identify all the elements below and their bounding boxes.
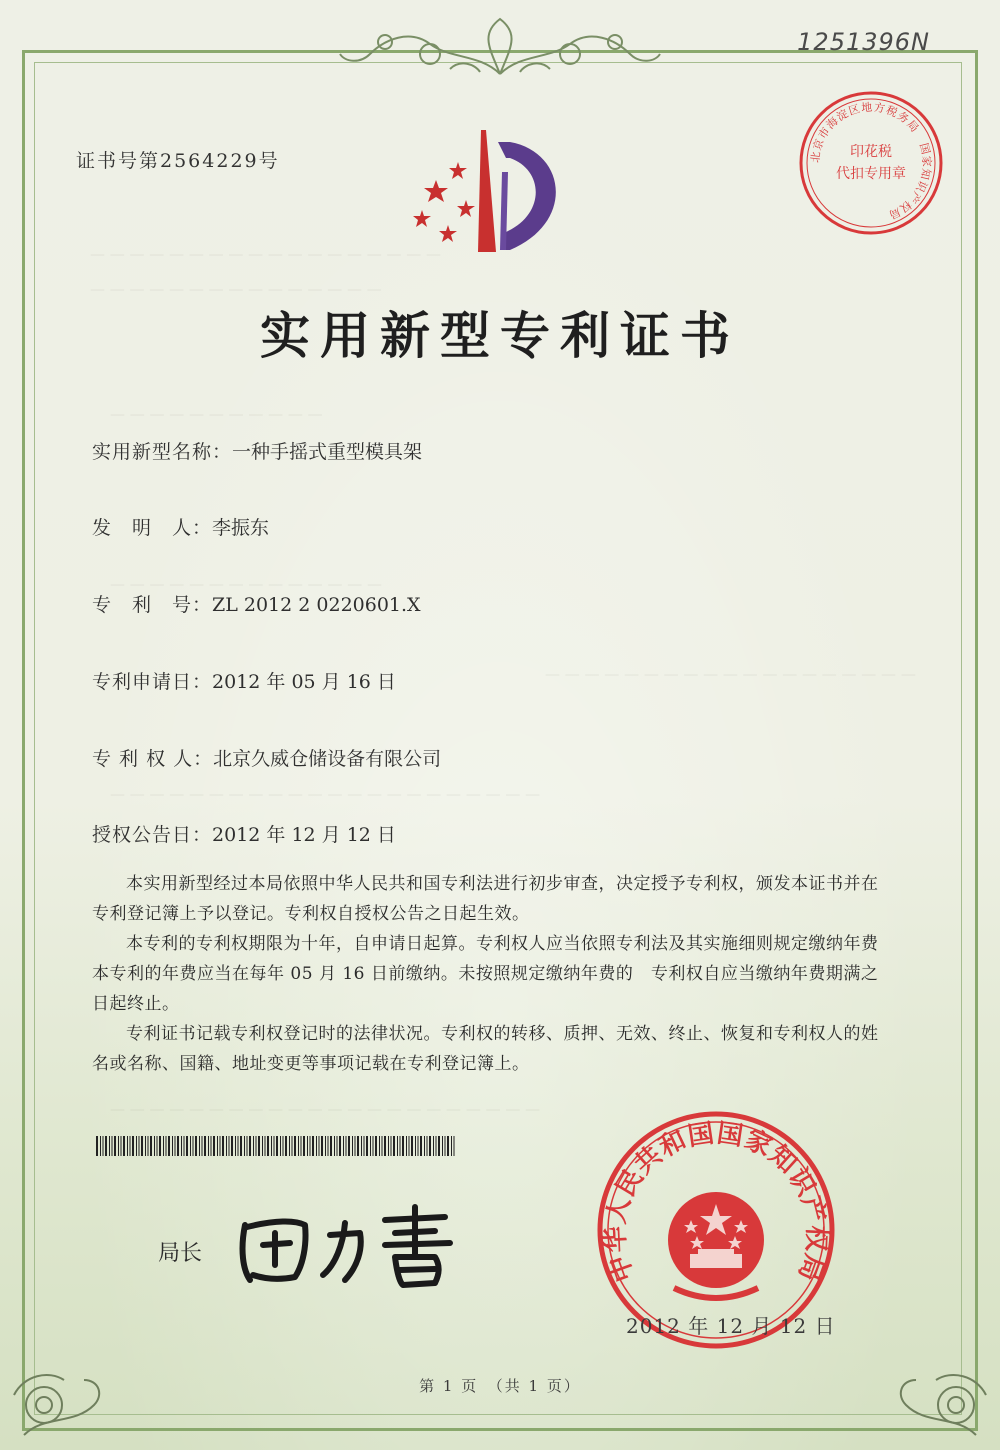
barcode-bar <box>316 1136 317 1156</box>
barcode-bar <box>339 1136 341 1156</box>
barcode-bar <box>127 1136 128 1156</box>
barcode-bar <box>130 1136 131 1156</box>
certificate-body <box>92 869 896 1079</box>
barcode-bar <box>445 1136 446 1156</box>
barcode-bar <box>442 1136 443 1156</box>
barcode-bar <box>253 1136 254 1156</box>
barcode-bar <box>364 1136 365 1156</box>
barcode-bar <box>274 1136 275 1156</box>
field-label: 授权公告日： <box>92 824 213 846</box>
barcode-bar <box>280 1136 281 1156</box>
barcode-bar <box>312 1136 314 1156</box>
body-paragraph-2: 本专利的专利权期限为十年，自申请日起算。专利权人应当依照专利法及其实施细则规定缴纳年费 本专利的年费应当在每年 05 月 16 日前缴纳。未按照规定缴纳年费的 专利权自应当缴纳年费期满之日起终止。 <box>92 934 896 1014</box>
barcode-bar <box>220 1136 221 1156</box>
field-label: 发 明 人： <box>92 517 213 539</box>
barcode-bar <box>213 1136 215 1156</box>
barcode-bar <box>211 1136 212 1156</box>
barcode-bar <box>186 1136 188 1156</box>
barcode-bar <box>334 1136 335 1156</box>
field-label: 专利申请日： <box>92 671 213 693</box>
barcode-bar <box>429 1136 431 1156</box>
field-label: 专 利 号： <box>92 594 213 616</box>
barcode-bar <box>240 1136 242 1156</box>
stamp-duty-seal-ring-text: 北京市海淀区地方税务局 国家知识产权局 <box>808 100 934 222</box>
handwritten-note: 1251396N <box>797 28 930 56</box>
barcode-bar <box>190 1136 191 1156</box>
barcode-bar <box>352 1136 353 1156</box>
watermark-line: — — — — — — — — — — — — — — — — — — <box>90 245 442 263</box>
sipo-logo <box>406 122 586 262</box>
barcode-bar <box>438 1136 440 1156</box>
barcode-bar <box>202 1136 203 1156</box>
barcode-bar <box>96 1136 98 1156</box>
barcode-bar <box>420 1136 422 1156</box>
barcode-bar <box>357 1136 359 1156</box>
barcode-bar <box>382 1136 383 1156</box>
barcode-bar <box>451 1136 452 1156</box>
barcode-bar <box>285 1136 287 1156</box>
barcode-bar <box>258 1136 260 1156</box>
barcode-bar <box>181 1136 182 1156</box>
barcode-bar <box>132 1136 134 1156</box>
barcode-bar <box>289 1136 290 1156</box>
barcode-bar <box>427 1136 428 1156</box>
barcode-bar <box>157 1136 158 1156</box>
barcode-bar <box>177 1136 179 1156</box>
barcode-bar <box>447 1136 449 1156</box>
barcode-bar <box>121 1136 122 1156</box>
barcode-bar <box>136 1136 137 1156</box>
field-inventor <box>92 513 269 540</box>
barcode-bar <box>343 1136 344 1156</box>
barcode-bar <box>175 1136 176 1156</box>
director-signature <box>235 1195 465 1290</box>
barcode-bar <box>226 1136 227 1156</box>
seal-date: 2012 年 12 月 12 日 <box>626 1314 836 1338</box>
watermark-line: — — — — — — — — — — — — — — — — — — — — — — <box>110 1100 541 1118</box>
field-grant-date <box>92 820 396 847</box>
barcode-bar <box>391 1136 392 1156</box>
barcode-bar <box>415 1136 416 1156</box>
barcode-bar <box>199 1136 200 1156</box>
barcode-bar <box>159 1136 161 1156</box>
barcode <box>96 1136 458 1156</box>
barcode-bar <box>267 1136 269 1156</box>
field-utility-model-name <box>92 437 422 464</box>
barcode-bar <box>433 1136 434 1156</box>
barcode-bar <box>168 1136 170 1156</box>
svg-text:北京市海淀区地方税务局 国家知识产权局 <box>809 100 934 222</box>
barcode-bar <box>256 1136 257 1156</box>
barcode-bar <box>105 1136 107 1156</box>
barcode-bar <box>141 1136 143 1156</box>
watermark-line: — — — — — — — — — — — — — — <box>110 575 382 593</box>
barcode-bar <box>393 1136 395 1156</box>
barcode-bar <box>330 1136 332 1156</box>
seal-ring-text: 中华人民共和国国家知识产权局 <box>600 1118 832 1286</box>
barcode-bar <box>283 1136 284 1156</box>
barcode-bar <box>109 1136 110 1156</box>
barcode-bar <box>328 1136 329 1156</box>
barcode-bar <box>325 1136 326 1156</box>
barcode-bar <box>193 1136 194 1156</box>
barcode-bar <box>454 1136 455 1156</box>
barcode-bar <box>145 1136 146 1156</box>
body-paragraph-3: 专利证书记载专利权登记时的法律状况。专利权的转移、质押、无效、终止、恢复和专利权人的姓名或名称、国籍、地址变更等事项记载在专利登记簿上。 <box>92 1024 879 1074</box>
barcode-bar <box>337 1136 338 1156</box>
field-label: 专 利 权 人： <box>92 748 214 770</box>
barcode-bar <box>204 1136 206 1156</box>
barcode-bar <box>436 1136 437 1156</box>
national-emblem <box>668 1192 764 1298</box>
barcode-bar <box>319 1136 320 1156</box>
barcode-bar <box>231 1136 233 1156</box>
barcode-bar <box>292 1136 293 1156</box>
barcode-bar <box>103 1136 104 1156</box>
barcode-bar <box>384 1136 386 1156</box>
field-value: 李振东 <box>212 517 270 539</box>
barcode-bar <box>148 1136 149 1156</box>
barcode-bar <box>244 1136 245 1156</box>
barcode-bar <box>400 1136 401 1156</box>
watermark-line: — — — — — — — — — — — <box>110 405 323 423</box>
barcode-bar <box>139 1136 140 1156</box>
director-label: 局长 <box>158 1241 203 1266</box>
barcode-bar <box>262 1136 263 1156</box>
barcode-bar <box>195 1136 197 1156</box>
barcode-bar <box>301 1136 302 1156</box>
stamp-duty-seal-center-line1: 印花税 <box>850 144 892 160</box>
barcode-bar <box>388 1136 389 1156</box>
certificate-title: 实用新型专利证书 <box>260 306 740 365</box>
barcode-bar <box>370 1136 371 1156</box>
barcode-bar <box>208 1136 209 1156</box>
barcode-bar <box>271 1136 272 1156</box>
barcode-bar <box>294 1136 296 1156</box>
barcode-bar <box>409 1136 410 1156</box>
barcode-bar <box>163 1136 164 1156</box>
barcode-bar <box>276 1136 278 1156</box>
barcode-bar <box>123 1136 125 1156</box>
barcode-bar <box>249 1136 251 1156</box>
barcode-bar <box>348 1136 350 1156</box>
barcode-bar <box>172 1136 173 1156</box>
watermark-line: — — — — — — — — — — — — — — — — — — — — — — <box>110 785 541 803</box>
barcode-bar <box>150 1136 152 1156</box>
barcode-bar <box>166 1136 167 1156</box>
barcode-bar <box>373 1136 374 1156</box>
barcode-bar <box>118 1136 119 1156</box>
field-value: ZL 2012 2 0220601.X <box>212 594 421 616</box>
stamp-duty-seal-center-line2: 代扣专用章 <box>836 166 906 182</box>
barcode-bar <box>112 1136 113 1156</box>
barcode-bar <box>222 1136 224 1156</box>
barcode-bar <box>402 1136 404 1156</box>
barcode-bar <box>238 1136 239 1156</box>
barcode-bar <box>418 1136 419 1156</box>
watermark-line: — — — — — — — — — — — — — — — <box>90 280 382 298</box>
barcode-bar <box>411 1136 413 1156</box>
barcode-bar <box>247 1136 248 1156</box>
barcode-bar <box>310 1136 311 1156</box>
barcode-bar <box>379 1136 380 1156</box>
barcode-bar <box>361 1136 362 1156</box>
barcode-bar <box>321 1136 323 1156</box>
top-ornament <box>330 14 670 84</box>
stamp-duty-seal <box>796 88 946 238</box>
barcode-bar <box>154 1136 155 1156</box>
barcode-bar <box>303 1136 305 1156</box>
field-value: 2012 年 05 月 16 日 <box>212 671 396 693</box>
barcode-bar <box>375 1136 377 1156</box>
barcode-bar <box>235 1136 236 1156</box>
barcode-bar <box>366 1136 368 1156</box>
barcode-bar <box>307 1136 308 1156</box>
field-value: 2012 年 12 月 12 日 <box>212 824 396 846</box>
watermark-line: — — — — — — — — — — — — — — — — — — — <box>545 665 916 683</box>
barcode-bar <box>217 1136 218 1156</box>
barcode-bar <box>397 1136 398 1156</box>
field-patent-number <box>92 590 421 617</box>
field-label: 实用新型名称： <box>92 441 233 463</box>
barcode-bar <box>229 1136 230 1156</box>
barcode-bar <box>424 1136 425 1156</box>
barcode-bar <box>114 1136 116 1156</box>
page-number: 第 1 页 （共 1 页） <box>419 1377 581 1395</box>
certificate-number: 证书号第2564229号 <box>76 150 280 172</box>
barcode-bar <box>406 1136 407 1156</box>
barcode-bar <box>355 1136 356 1156</box>
field-value: 一种手摇式重型模具架 <box>232 441 423 463</box>
field-value: 北京久威仓储设备有限公司 <box>213 748 442 770</box>
field-filing-date <box>92 667 396 694</box>
barcode-bar <box>184 1136 185 1156</box>
barcode-bar <box>298 1136 299 1156</box>
barcode-bar <box>265 1136 266 1156</box>
body-paragraph-1: 本实用新型经过本局依照中华人民共和国专利法进行初步审查，决定授予专利权，颁发本证书并在专利登记簿上予以登记。专利权自授权公告之日起生效。 <box>92 874 879 924</box>
field-patentee <box>92 744 441 771</box>
barcode-bar <box>100 1136 101 1156</box>
barcode-bar <box>346 1136 347 1156</box>
